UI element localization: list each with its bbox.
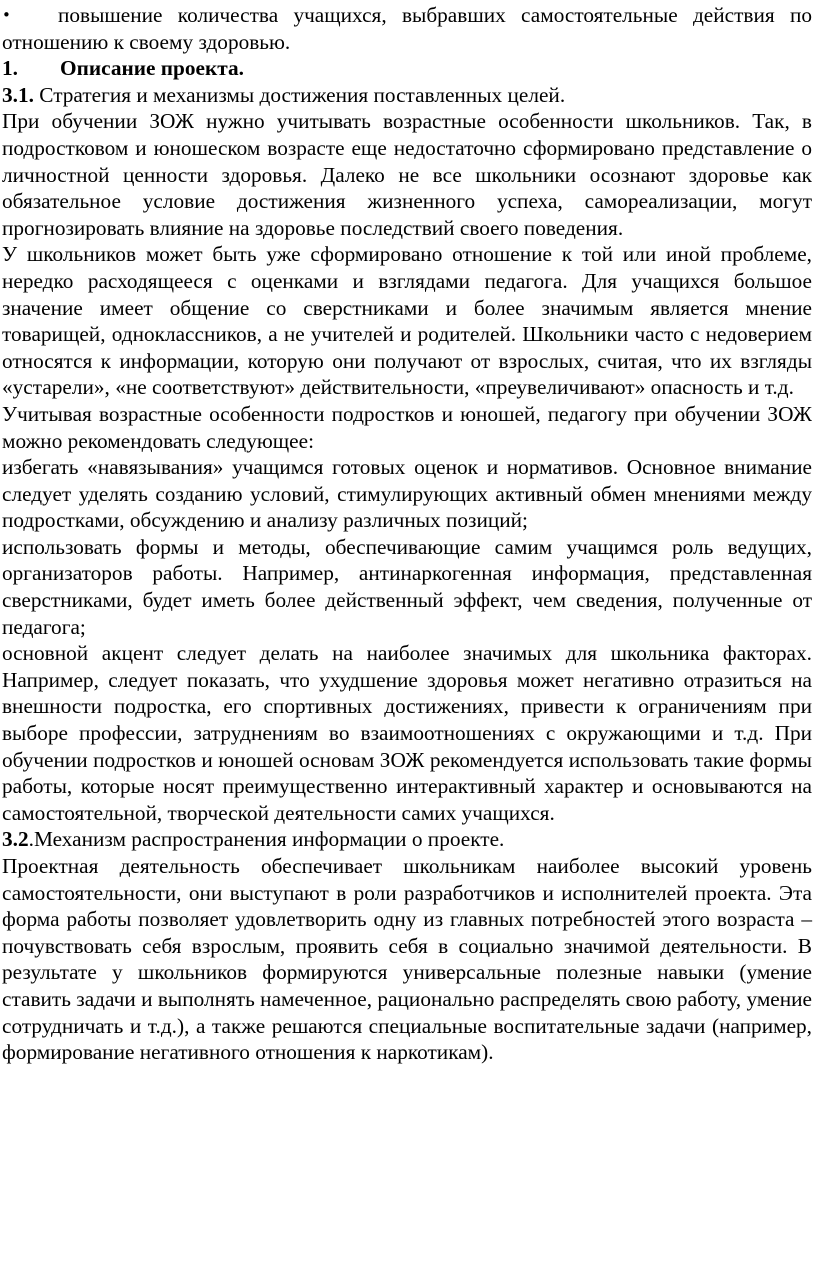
section-title: Описание проекта. [60, 56, 244, 81]
section-heading [2, 55, 812, 82]
bullet-icon: • [2, 6, 11, 24]
subsection-title: Стратегия и механизмы достижения поставленных целей. [33, 82, 566, 107]
section-number: 1. [2, 56, 18, 81]
subsection-number: 3.2 [2, 827, 29, 852]
recommendation-item: избегать «навязывания» учащимся готовых оценок и нормативов. Основное внимание следует уделять созданию условий, стимулирующих активный обмен мнениями между подростками, обсуждению и анализу различных позиций; [2, 455, 812, 533]
subsection-heading-3-2 [2, 826, 812, 853]
bullet-text: повышение количества учащихся, выбравших самостоятельные действия по отношению к своему здоровью. [2, 3, 812, 54]
recommendation-item: основной акцент следует делать на наиболее значимых для школьника факторах. Например, следует показать, что ухудшение здоровья может негативно отразиться на внешности подростка, его спортивных достижениях, привести к ограничениям при выборе профессии, затруднениям во взаимоотношениях с окружающими и т.д. При обучении подростков и юношей основам ЗОЖ рекомендуется использовать такие формы работы, которые носят преимущественно интерактивный характер и основываются на самостоятельной, творческой деятельности самих учащихся. [2, 641, 812, 825]
subsection-number: 3.1. [2, 82, 34, 107]
paragraph: У школьников может быть уже сформировано отношение к той или иной проблеме, нередко расходящееся с оценками и взглядами педагога. Для учащихся большое значение имеет общение со сверстниками и более значимым является мнение товарищей, одноклассников, а не учителей и родителей. Школьники часто с недоверием относятся к информации, которую они получают от взрослых, считая, что их взгляды «устарели», «не соответствуют» действительности, «преувеличивают» опасность и т.д. [2, 242, 812, 400]
paragraph: Проектная деятельность обеспечивает школьникам наиболее высокий уровень самостоятельности, они выступают в роли разработчиков и исполнителей проекта. Эта форма работы позволяет удовлетворить одну из главных потребностей этого возраста – почувствовать себя взрослым, проявить себя в социально значимой деятельности. В результате у школьников формируются универсальные полезные навыки (умение ставить задачи и выполнять намеченное, рационально распределять свою работу, умение сотрудничать и т.д.), а также решаются специальные воспитательные задачи (например, формирование негативного отношения к наркотикам). [2, 854, 812, 1065]
paragraph: При обучении ЗОЖ нужно учитывать возрастные особенности школьников. Так, в подростковом и юношеском возрасте еще недостаточно сформировано представление о личностной ценности здоровья. Далеко не все школьники осознают здоровье как обязательное условие достижения жизненного успеха, самореализации, могут прогнозировать влияние на здоровье последствий своего поведения. [2, 109, 812, 240]
bullet-item [2, 2, 812, 55]
subsection-title: .Механизм распространения информации о проекте. [28, 827, 505, 852]
recommendation-item: использовать формы и методы, обеспечивающие самим учащимся роль ведущих, организаторов работы. Например, антинаркогенная информация, представленная сверстниками, будет иметь более действенный эффект, чем сведения, полученные от педагога; [2, 534, 812, 639]
subsection-heading-3-1 [2, 82, 812, 109]
paragraph: Учитывая возрастные особенности подростков и юношей, педагогу при обучении ЗОЖ можно рекомендовать следующее: [2, 401, 812, 453]
